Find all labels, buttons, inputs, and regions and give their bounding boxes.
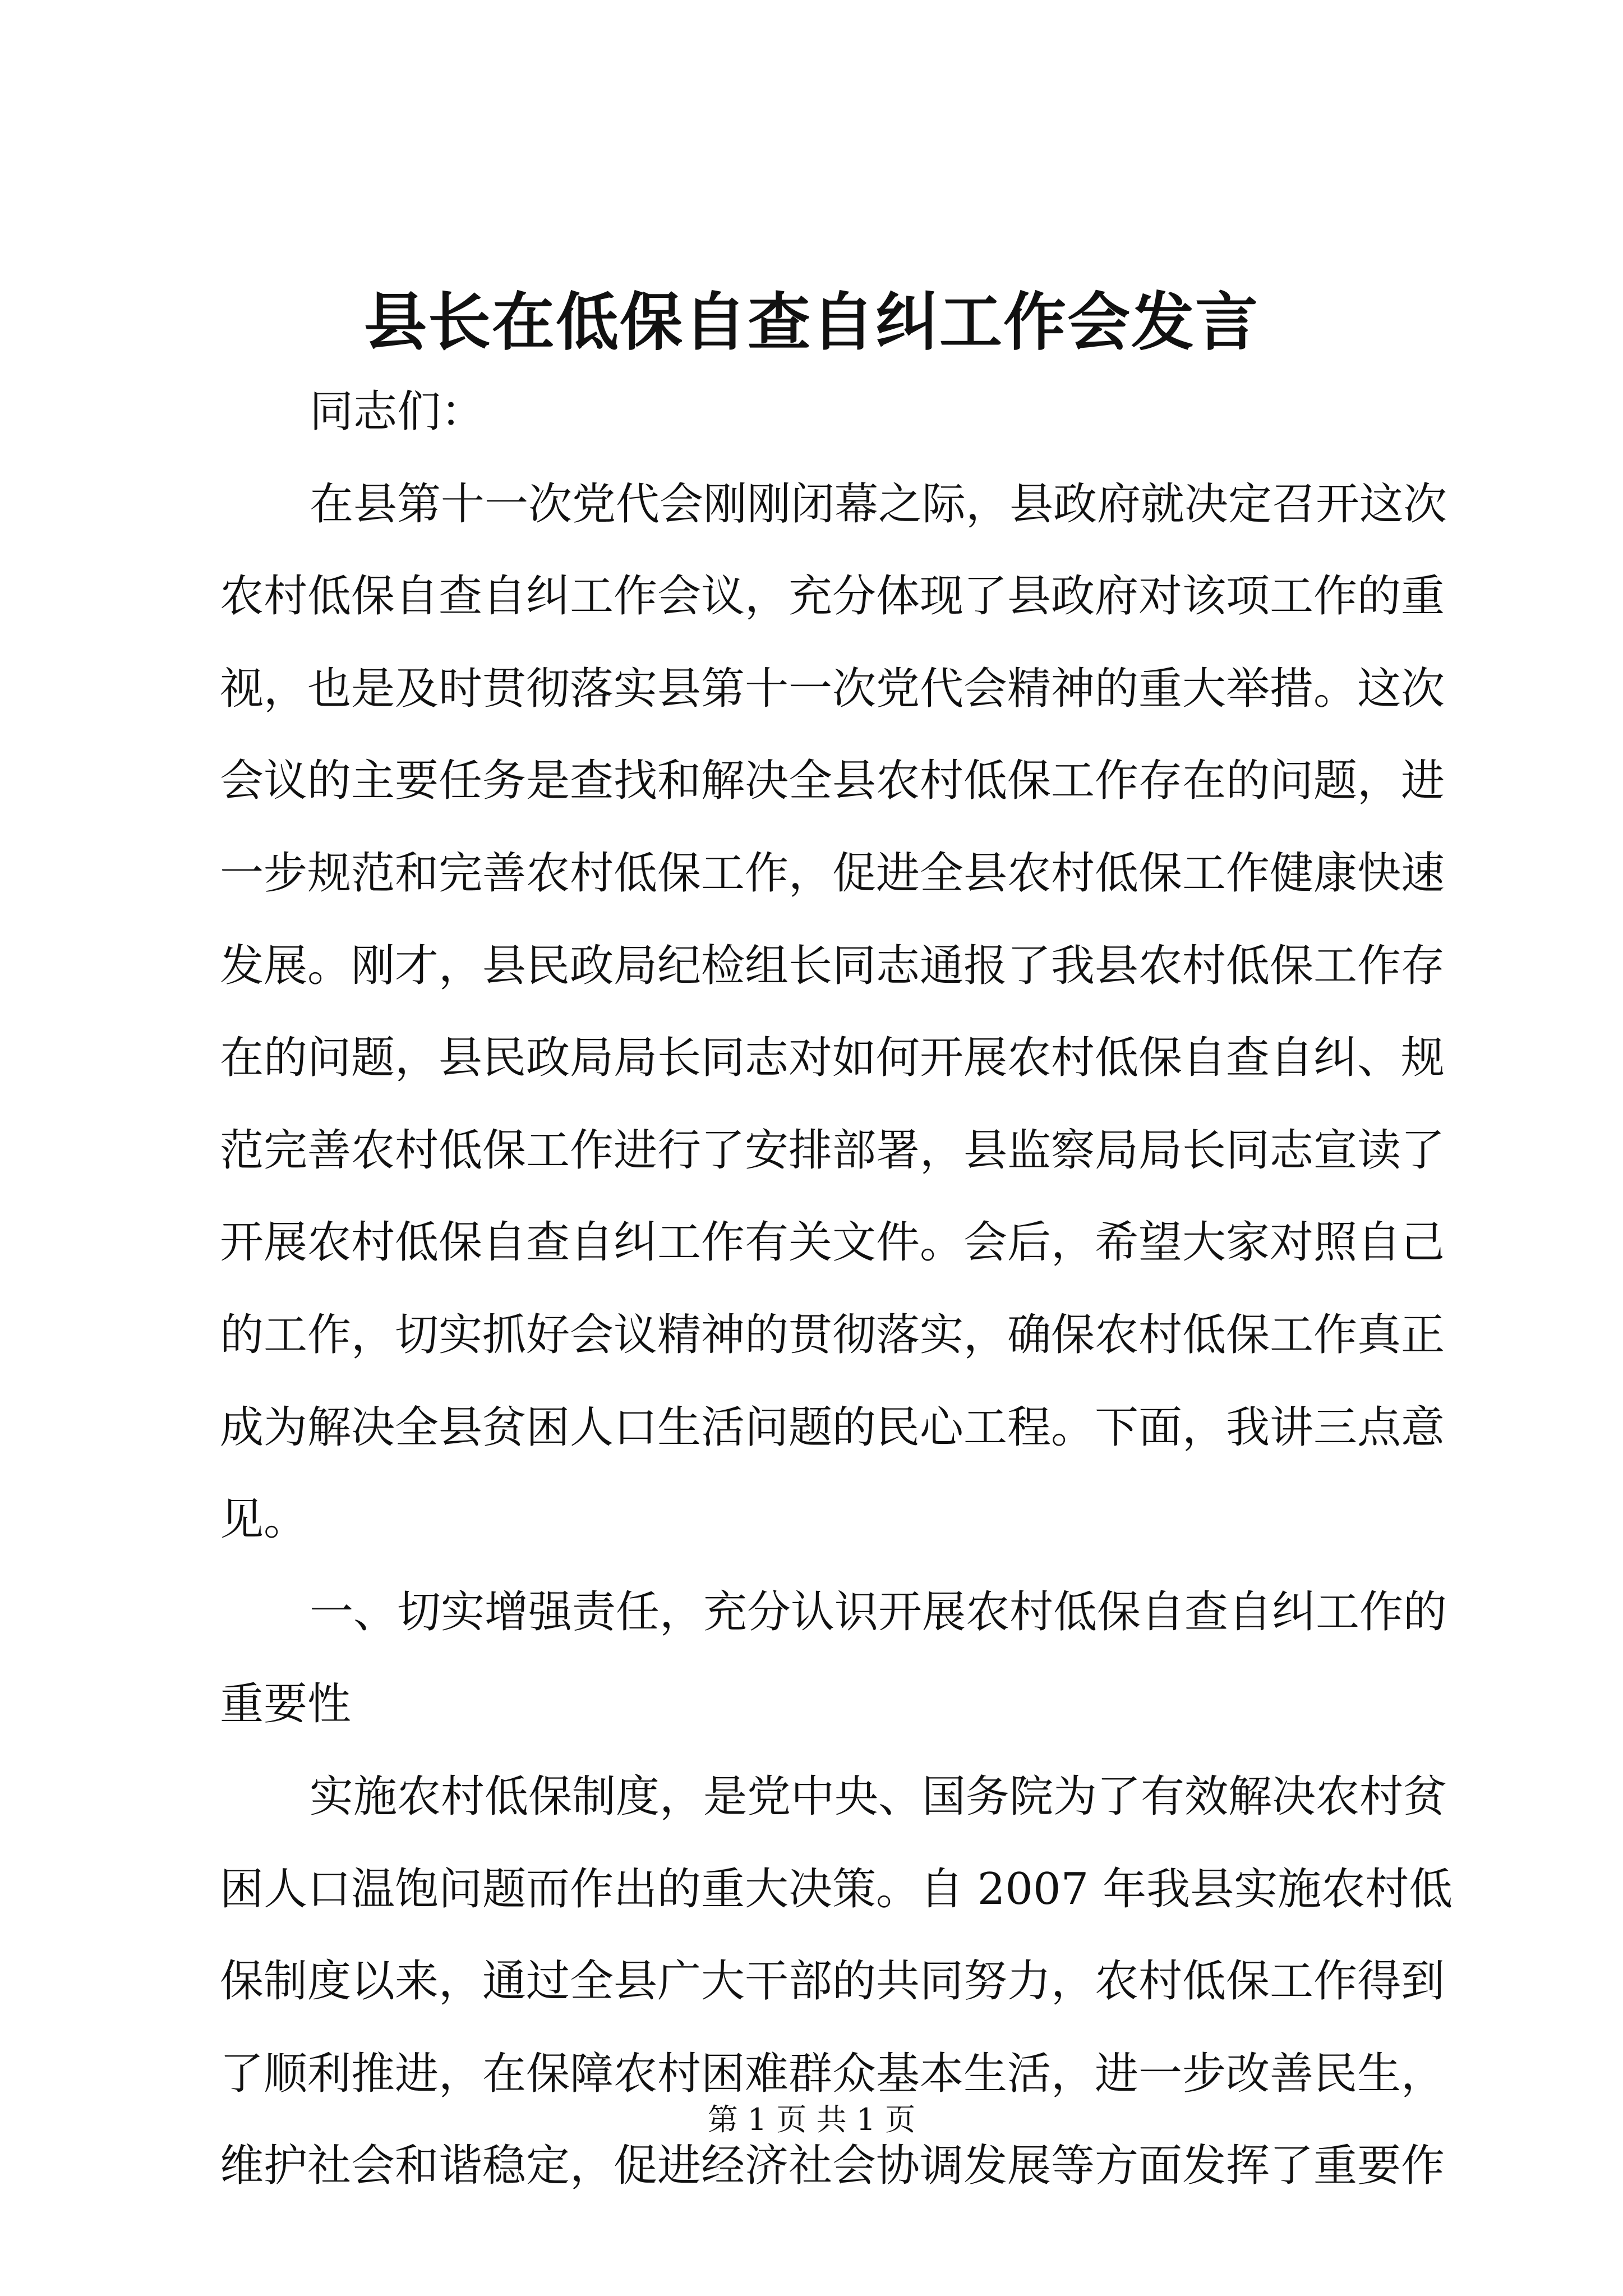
paragraph-line: 的工作，切实抓好会议精神的贯彻落实，确保农村低保工作真正 (220, 1309, 1445, 1360)
paragraph-line: 发展。刚才，县民政局纪检组长同志通报了我县农村低保工作存 (220, 940, 1445, 991)
paragraph-line: 了顺利推进，在保障农村困难群众基本生活，进一步改善民生， (220, 2048, 1445, 2099)
salutation-line: 同志们： (310, 386, 485, 437)
paragraph-line: 在县第十一次党代会刚刚闭幕之际，县政府就决定召开这次 (310, 478, 1447, 530)
paragraph-line: 视，也是及时贯彻落实县第十一次党代会精神的重大举措。这次 (220, 663, 1445, 714)
page-footer: 第 1 页 共 1 页 (707, 2102, 916, 2137)
document-body (220, 366, 1453, 2212)
paragraph-line: 在的问题，县民政局局长同志对如何开展农村低保自查自纠、规 (220, 1033, 1445, 1084)
paragraph-line: 困人口温饱问题而作出的重大决策。自 2007 年我县实施农村低 (220, 1864, 1453, 1915)
paragraph-line: 保制度以来，通过全县广大干部的共同努力，农村低保工作得到 (220, 1956, 1445, 2007)
paragraph-line: 见。 (220, 1494, 308, 1545)
section-heading-line: 重要性 (220, 1679, 352, 1730)
paragraph-line: 农村低保自查自纠工作会议，充分体现了县政府对该项工作的重 (220, 571, 1445, 622)
paragraph-line: 实施农村低保制度，是党中央、国务院为了有效解决农村贫 (310, 1771, 1447, 1822)
document-title: 县长在低保自查自纠工作会发言 (364, 286, 1259, 359)
paragraph-line: 维护社会和谐稳定，促进经济社会协调发展等方面发挥了重要作 (220, 2141, 1445, 2192)
paragraph-line: 会议的主要任务是查找和解决全县农村低保工作存在的问题，进 (220, 756, 1445, 807)
paragraph-line: 范完善农村低保工作进行了安排部署，县监察局局长同志宣读了 (220, 1125, 1445, 1176)
paragraph-line: 一步规范和完善农村低保工作，促进全县农村低保工作健康快速 (220, 848, 1445, 899)
paragraph-line: 开展农村低保自查自纠工作有关文件。会后，希望大家对照自己 (220, 1217, 1445, 1268)
section-heading-line: 一、切实增强责任，充分认识开展农村低保自查自纠工作的 (310, 1586, 1447, 1637)
paragraph-line: 成为解决全县贫困人口生活问题的民心工程。下面，我讲三点意 (220, 1402, 1445, 1453)
